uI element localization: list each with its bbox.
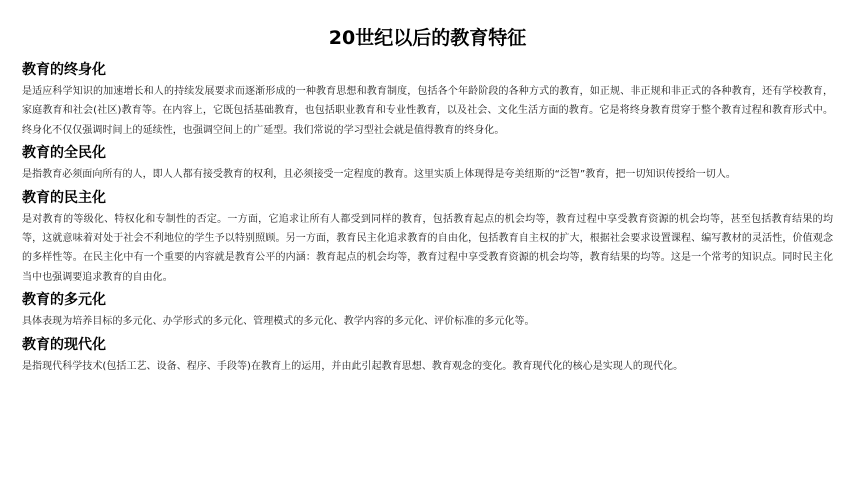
- section-body: 是对教育的等级化、特权化和专制性的否定。一方面，它追求让所有人都受到同样的教育，包括教育起点的机会均等，教育过程中享受教育资源的机会均等，甚至包括教育结果的均等，这就意味着对处于社会不利地位的学生予以特别照顾。另一方面，教育民主化追求教育的自由化，包括教育自主权的扩大，根据社会要求设置课程、编写教材的灵活性，价值观念的多样性等。在民主化中有一个重要的内容就是教育公平的内涵：教育起点的机会均等，教育过程中享受教育资源的机会均等，教育结果的均等。这是一个常考的知识点。同时民主化当中也强调要追求教育的自由化。: [22, 213, 833, 283]
- section-universal: [22, 143, 833, 184]
- section-heading: 教育的现代化: [22, 336, 106, 353]
- section-body: 具体表现为培养目标的多元化、办学形式的多元化、管理模式的多元化、教学内容的多元化、评价标准的多元化等。: [22, 316, 535, 328]
- page-title: 20世纪以后的教育特征: [328, 27, 527, 49]
- section-democratization: [22, 188, 833, 288]
- section-body: 是指教育必须面向所有的人，即人人都有接受教育的权利，且必须接受一定程度的教育。这里实质上体现得是夸美纽斯的“泛智”教育，把一切知识传授给一切人。: [22, 169, 736, 181]
- section-modernization: [22, 335, 833, 376]
- section-body: 是适应科学知识的加速增长和人的持续发展要求而逐渐形成的一种教育思想和教育制度，包括各个年龄阶段的各种方式的教育，如正规、非正规和非正式的各种教育，还有学校教育，家庭教育和社会(社区)教育等。在内容上，它既包括基础教育，也包括职业教育和专业性教育，以及社会、文化生活方面的教育。它是将终身教育贯穿于整个教育过程和教育形式中。终身化不仅仅强调时间上的延续性，也强调空间上的广延型。我们常说的学习型社会就是值得教育的终身化。: [22, 86, 833, 136]
- section-heading: 教育的多元化: [22, 292, 106, 309]
- section-heading: 教育的全民化: [22, 145, 106, 162]
- section-body: 是指现代科学技术(包括工艺、设备、程序、手段等)在教育上的运用，并由此引起教育思想、教育观念的变化。教育现代化的核心是实现人的现代化。: [22, 360, 684, 372]
- section-heading: 教育的终身化: [22, 62, 106, 78]
- section-diversification: [22, 290, 833, 331]
- section-lifelong: [22, 60, 833, 140]
- section-heading: 教育的民主化: [22, 189, 106, 206]
